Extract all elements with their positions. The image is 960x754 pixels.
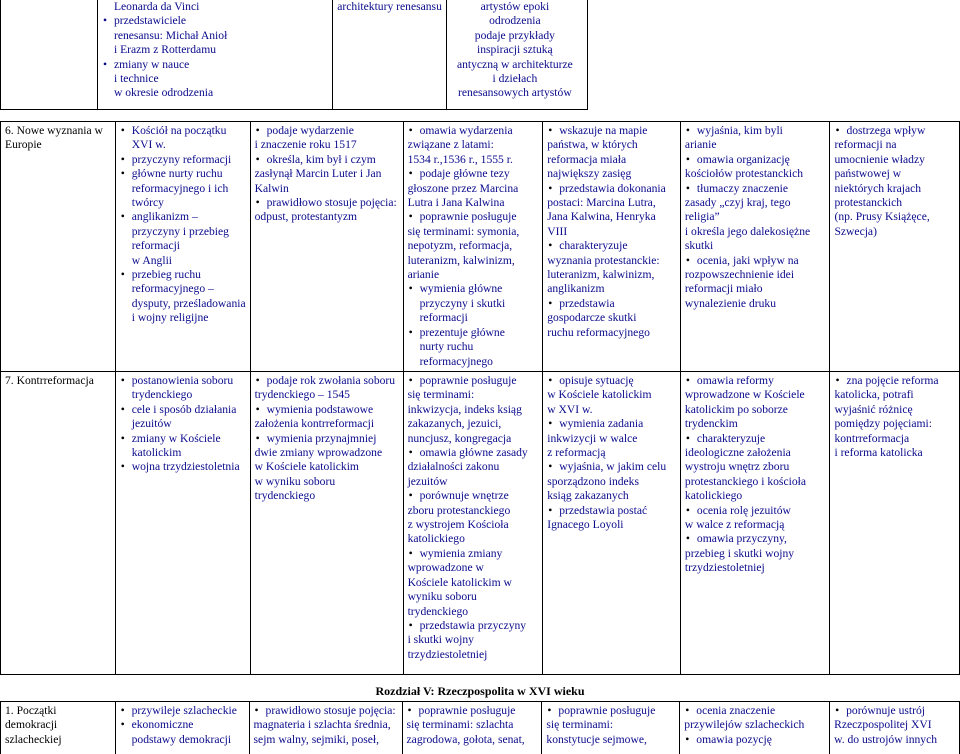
text-line: • porównuje ustrój <box>846 704 925 717</box>
text-line: • poprawnie posługuje <box>419 374 517 387</box>
text-line: działalności zakonu <box>407 460 500 474</box>
text-line: • charakteryzuje <box>696 431 766 445</box>
text-line: trydenckiego <box>407 604 469 618</box>
text-line: dwie zmiany wprowadzone <box>254 446 383 460</box>
text-line: • podaje wydarzenie <box>266 124 354 137</box>
text-line: 1534 r.,1536 r., 1555 r. <box>407 152 513 166</box>
text-line: się terminami: symonia, <box>407 224 520 238</box>
text-line: inkwizycja, indeks ksiąg <box>407 402 522 416</box>
text-line: postaci: Marcina Lutra, <box>547 196 656 210</box>
text-line: katolickim <box>131 446 182 460</box>
text-line: wyznania protestanckie: <box>547 253 660 267</box>
text-line: • prawidłowo stosuje pojęcia: <box>265 704 396 717</box>
text-line: VIII <box>547 224 568 238</box>
text-line: Rzeczpospolitej XVI <box>834 718 932 732</box>
text-line: Jana Kalwina, Henryka <box>547 210 656 224</box>
topic-cell <box>1 122 116 372</box>
text-line: katolicka, potrafi <box>834 388 914 402</box>
requirement-cell <box>543 372 681 675</box>
text-line: twórcy <box>131 196 164 210</box>
table-row <box>1 122 960 372</box>
text-line: • ocenia rolę jezuitów <box>696 503 791 517</box>
text-line: protestanckiego i kościoła <box>684 474 806 488</box>
text-line: związane z latami: <box>407 138 494 152</box>
requirement-cell <box>830 122 960 372</box>
text-line: • tłumaczy znaczenie <box>696 181 789 195</box>
content-cell <box>115 702 249 754</box>
text-line: • omawia wydarzenia <box>419 124 513 137</box>
text-line: luteranizm, kalwinizm, <box>407 253 515 267</box>
text-line: • określa, kim był i czym <box>266 152 376 166</box>
text-line: inspiracji sztuką <box>477 43 553 57</box>
text-line: reformacji <box>419 311 468 325</box>
text-line: w okresie odrodzenia <box>113 86 214 100</box>
text-line: umocnienie władzy <box>834 152 925 166</box>
top-row-spacer <box>1 0 98 109</box>
text-line: • charakteryzuje <box>559 239 628 253</box>
text-line: • wymienia przynajmniej <box>266 431 377 445</box>
text-line: architektury renesansu <box>337 0 442 13</box>
text-line: Lutra i Jana Kalwina <box>407 196 505 210</box>
text-line: • główne nurty ruchu <box>131 167 223 181</box>
text-line: • omawia organizację <box>696 152 790 166</box>
requirement-cell <box>249 702 402 754</box>
text-line: • wymienia główne <box>419 282 503 296</box>
text-line: w wyniku soboru <box>254 474 336 488</box>
text-line: • omawia główne zasady <box>419 446 528 460</box>
text-line: Szwecja) <box>834 224 877 238</box>
text-line: konstytucje sejmowe, <box>546 732 647 746</box>
text-line: zasady „czyj kraj, tego <box>684 196 791 210</box>
text-line: wyjaśnić różnicę <box>834 402 913 416</box>
text-line: • dostrzega wpływ <box>846 124 926 137</box>
text-line: przyczyny i skutki <box>419 296 506 310</box>
text-line: • poprawnie posługuje <box>418 704 516 717</box>
table-row <box>1 372 960 675</box>
text-line: • cele i sposób działania <box>131 402 237 416</box>
topic-cell <box>1 372 116 675</box>
text-line: • przebieg ruchu <box>131 268 201 282</box>
content-cell <box>115 372 250 675</box>
text-line: w Anglii <box>131 253 173 267</box>
text-line: • wojna trzydziestoletnia <box>131 460 240 474</box>
text-line: inkwizycji w walce <box>547 431 638 445</box>
text-line: Kościele katolickim w <box>407 575 512 589</box>
requirement-cell <box>680 702 830 754</box>
text-line: artystów epoki <box>480 0 550 13</box>
text-line: i określa jego dalekosiężne <box>684 224 811 238</box>
text-line: zagrodowa, gołota, senat, <box>406 732 525 746</box>
text-line: wyniku soboru <box>407 590 477 604</box>
requirement-cell <box>680 122 830 372</box>
requirement-cell <box>402 702 542 754</box>
text-line: • prezentuje główne <box>419 325 505 339</box>
table-row <box>1 702 960 754</box>
text-line: reformacyjnego – <box>131 282 214 296</box>
text-line: • ekonomiczne <box>131 718 194 732</box>
text-line: nuncjusz, kongregacja <box>407 431 512 445</box>
text-line: • omawia pozycję <box>696 732 772 746</box>
text-line: i technice <box>113 72 159 86</box>
text-line: ideologiczne założenia <box>684 446 791 460</box>
text-line: • porównuje wnętrze <box>419 489 509 503</box>
text-line: i wojny religijne <box>131 311 209 325</box>
text-line: • ocenia, jaki wpływ na <box>696 253 799 267</box>
text-line: jezuitów <box>407 474 448 488</box>
text-line: w Kościele katolickim <box>547 388 652 402</box>
text-line: zasłynął Marcin Luter i Jan <box>254 167 382 181</box>
text-line: • przyczyny reformacji <box>131 152 232 166</box>
text-line: 1. Początki <box>5 704 57 717</box>
text-line: w. do ustrojów innych <box>834 732 938 746</box>
text-line: podstawy demokracji <box>131 732 232 746</box>
text-line: największy zasięg <box>547 167 632 181</box>
text-line: wprowadzone w <box>407 561 484 575</box>
text-line: demokracji <box>5 718 58 732</box>
requirement-cell <box>830 702 960 754</box>
text-line: trzydziestoletniej <box>684 561 765 575</box>
requirement-cell <box>543 122 681 372</box>
section-title: Rozdział V: Rzeczpospolita w XVI wieku <box>375 684 585 698</box>
text-line: szlacheckiej <box>5 732 62 746</box>
text-line: Leonarda da Vinci <box>113 0 200 13</box>
text-line: sejm walny, sejmiki, poseł, <box>253 732 380 746</box>
text-line: • przedstawiciele <box>113 14 187 28</box>
text-line: i Erazm z Rotterdamu <box>113 43 217 57</box>
text-line: dysputy, prześladowania <box>131 296 246 310</box>
text-line: trzydziestoletniej <box>407 647 488 661</box>
text-line: religia” <box>684 210 720 224</box>
text-line: w Kościele katolickim <box>254 460 359 474</box>
requirement-cell <box>250 372 403 675</box>
text-line: niektórych krajach <box>834 181 922 195</box>
text-line: 7. Kontrreformacja <box>5 374 94 387</box>
text-line: • przedstawia przyczyny <box>419 618 527 632</box>
text-line: • prawidłowo stosuje pojęcia: <box>266 196 397 210</box>
text-line: luteranizm, kalwinizm, <box>547 268 655 282</box>
text-line: nepotyzm, reformacja, <box>407 239 513 253</box>
text-line: nurty ruchu <box>419 340 474 354</box>
text-line: odpust, protestantyzm <box>254 210 358 224</box>
text-line: Ignacego Loyoli <box>547 518 624 532</box>
text-line: zboru protestanckiego <box>407 503 511 517</box>
content-cell <box>115 122 250 372</box>
text-line: wynalezienie druku <box>684 296 777 310</box>
text-line: katolickiego <box>407 532 465 546</box>
text-line: przebieg i skutki wojny <box>684 546 795 560</box>
text-line: gospodarcze skutki <box>547 311 637 325</box>
text-line: • przedstawia <box>559 296 615 310</box>
text-line: w XVI w. <box>547 402 593 416</box>
text-line: arianie <box>407 268 440 282</box>
text-line: i dziełach <box>492 72 538 86</box>
text-line: • wymienia zadania <box>559 417 644 431</box>
text-line: podaje przykłady <box>474 28 555 42</box>
text-line: • Kościół na początku <box>131 124 227 137</box>
text-line: i skutki wojny <box>407 633 474 647</box>
top-row-table <box>0 0 960 110</box>
text-line: • zmiany w Kościele <box>131 431 221 445</box>
text-line: przywilejów szlacheckich <box>684 718 805 732</box>
text-line: trydenckiego <box>254 489 316 503</box>
text-line: katolickim po soborze <box>684 402 788 416</box>
text-line: 6. Nowe wyznania w <box>5 124 103 137</box>
text-line: • ocenia znaczenie <box>696 704 776 717</box>
text-line: się terminami: <box>407 388 475 402</box>
text-line: wystroju wnętrz zboru <box>684 460 790 474</box>
topic-cell <box>1 702 116 754</box>
text-line: protestanckich <box>834 196 903 210</box>
text-line: • poprawnie posługuje <box>419 210 517 224</box>
text-line: głoszone przez Marcina <box>407 181 519 195</box>
text-line: arianie <box>684 138 717 152</box>
text-line: państwa, w których <box>547 138 638 152</box>
text-line: kościołów protestanckich <box>684 167 804 181</box>
text-line: ksiąg zakazanych <box>547 489 629 503</box>
text-line: reformacyjnego <box>419 354 493 368</box>
text-line: • wyjaśnia, w jakim celu <box>559 460 667 474</box>
text-line: ruchu reformacyjnego <box>547 325 650 339</box>
text-line: przyczyny i przebieg <box>131 224 229 238</box>
text-line: • opisuje sytuację <box>559 374 634 387</box>
text-line: • wymienia podstawowe <box>266 402 374 416</box>
text-line: odrodzenia <box>489 14 541 28</box>
text-line: trydenckiego – 1545 <box>254 388 350 402</box>
text-line: magnateria i szlachta średnia, <box>253 718 391 732</box>
text-line: • przedstawia dokonania <box>559 181 666 195</box>
text-line: z reformacją <box>547 446 606 460</box>
text-line: reformacji <box>131 239 181 253</box>
text-line: reformacji na <box>834 138 897 152</box>
text-line: i reforma katolicka <box>834 446 923 460</box>
text-line: się terminami: szlachta <box>406 718 514 732</box>
top-row-col2 <box>333 0 447 109</box>
text-line: trydenckim <box>684 417 738 431</box>
text-line: anglikanizm <box>547 282 605 296</box>
text-line: renesansu: Michał Anioł <box>113 28 228 42</box>
text-line: Kalwin <box>254 181 289 195</box>
text-line: pomiędzy pojęciami: <box>834 417 933 431</box>
requirement-cell <box>680 372 830 675</box>
requirement-cell <box>250 122 403 372</box>
text-line: trydenckiego <box>131 388 193 402</box>
text-line: się terminami: <box>546 718 614 732</box>
text-line: • wskazuje na mapie <box>559 124 648 137</box>
text-line: z wystrojem Kościoła <box>407 518 509 532</box>
text-line: zakazanych, jezuici, <box>407 417 502 431</box>
text-line: renesansowych artystów <box>458 86 572 100</box>
text-line: • poprawnie posługuje <box>558 704 656 717</box>
text-line: • przedstawia postać <box>559 503 648 517</box>
text-line: rozpowszechnienie idei <box>684 268 795 282</box>
curriculum-table <box>0 121 960 675</box>
text-line: • anglikanizm – <box>131 210 198 224</box>
text-line: założenia kontrreformacji <box>254 417 375 431</box>
text-line: i znaczenie roku 1517 <box>254 138 357 152</box>
text-line: antyczną w architekturze <box>456 57 573 71</box>
text-line: Europie <box>5 138 42 152</box>
text-line: • zmiany w nauce <box>113 57 190 71</box>
text-line: reformacji miało <box>684 282 763 296</box>
text-line: kontrreformacja <box>834 431 910 445</box>
text-line: katolickiego <box>684 489 743 503</box>
text-line: • wymienia zmiany <box>419 546 503 560</box>
text-line: • podaje główne tezy <box>419 167 510 181</box>
text-line: reformacyjnego i ich <box>131 181 229 195</box>
text-line: w walce z reformacją <box>684 518 785 532</box>
text-line: • wyjaśnia, kim byli <box>696 124 783 137</box>
text-line: • postanowienia soboru <box>131 374 234 387</box>
text-line: wprowadzone w Kościele <box>684 388 805 402</box>
text-line: • omawia przyczyny, <box>696 532 787 546</box>
text-line: sporządzono indeks <box>547 474 639 488</box>
requirement-cell <box>830 372 960 675</box>
requirement-cell <box>542 702 680 754</box>
text-line: • przywileje szlacheckie <box>131 704 237 717</box>
text-line: • omawia reformy <box>696 374 774 387</box>
text-line: reformacja miała <box>547 152 627 166</box>
text-line: jezuitów <box>131 417 172 431</box>
text-line: • zna pojęcie reforma <box>846 374 939 387</box>
top-row-col3 <box>446 0 587 109</box>
text-line: skutki <box>684 239 714 253</box>
text-line: (np. Prusy Książęce, <box>834 210 930 224</box>
requirement-cell <box>403 372 543 675</box>
requirement-cell <box>403 122 543 372</box>
text-line: • podaje rok zwołania soboru <box>266 374 396 387</box>
text-line: XVI w. <box>131 138 166 152</box>
top-row-col1 <box>97 0 332 109</box>
text-line: państwowej w <box>834 167 902 181</box>
section-table <box>0 701 960 754</box>
